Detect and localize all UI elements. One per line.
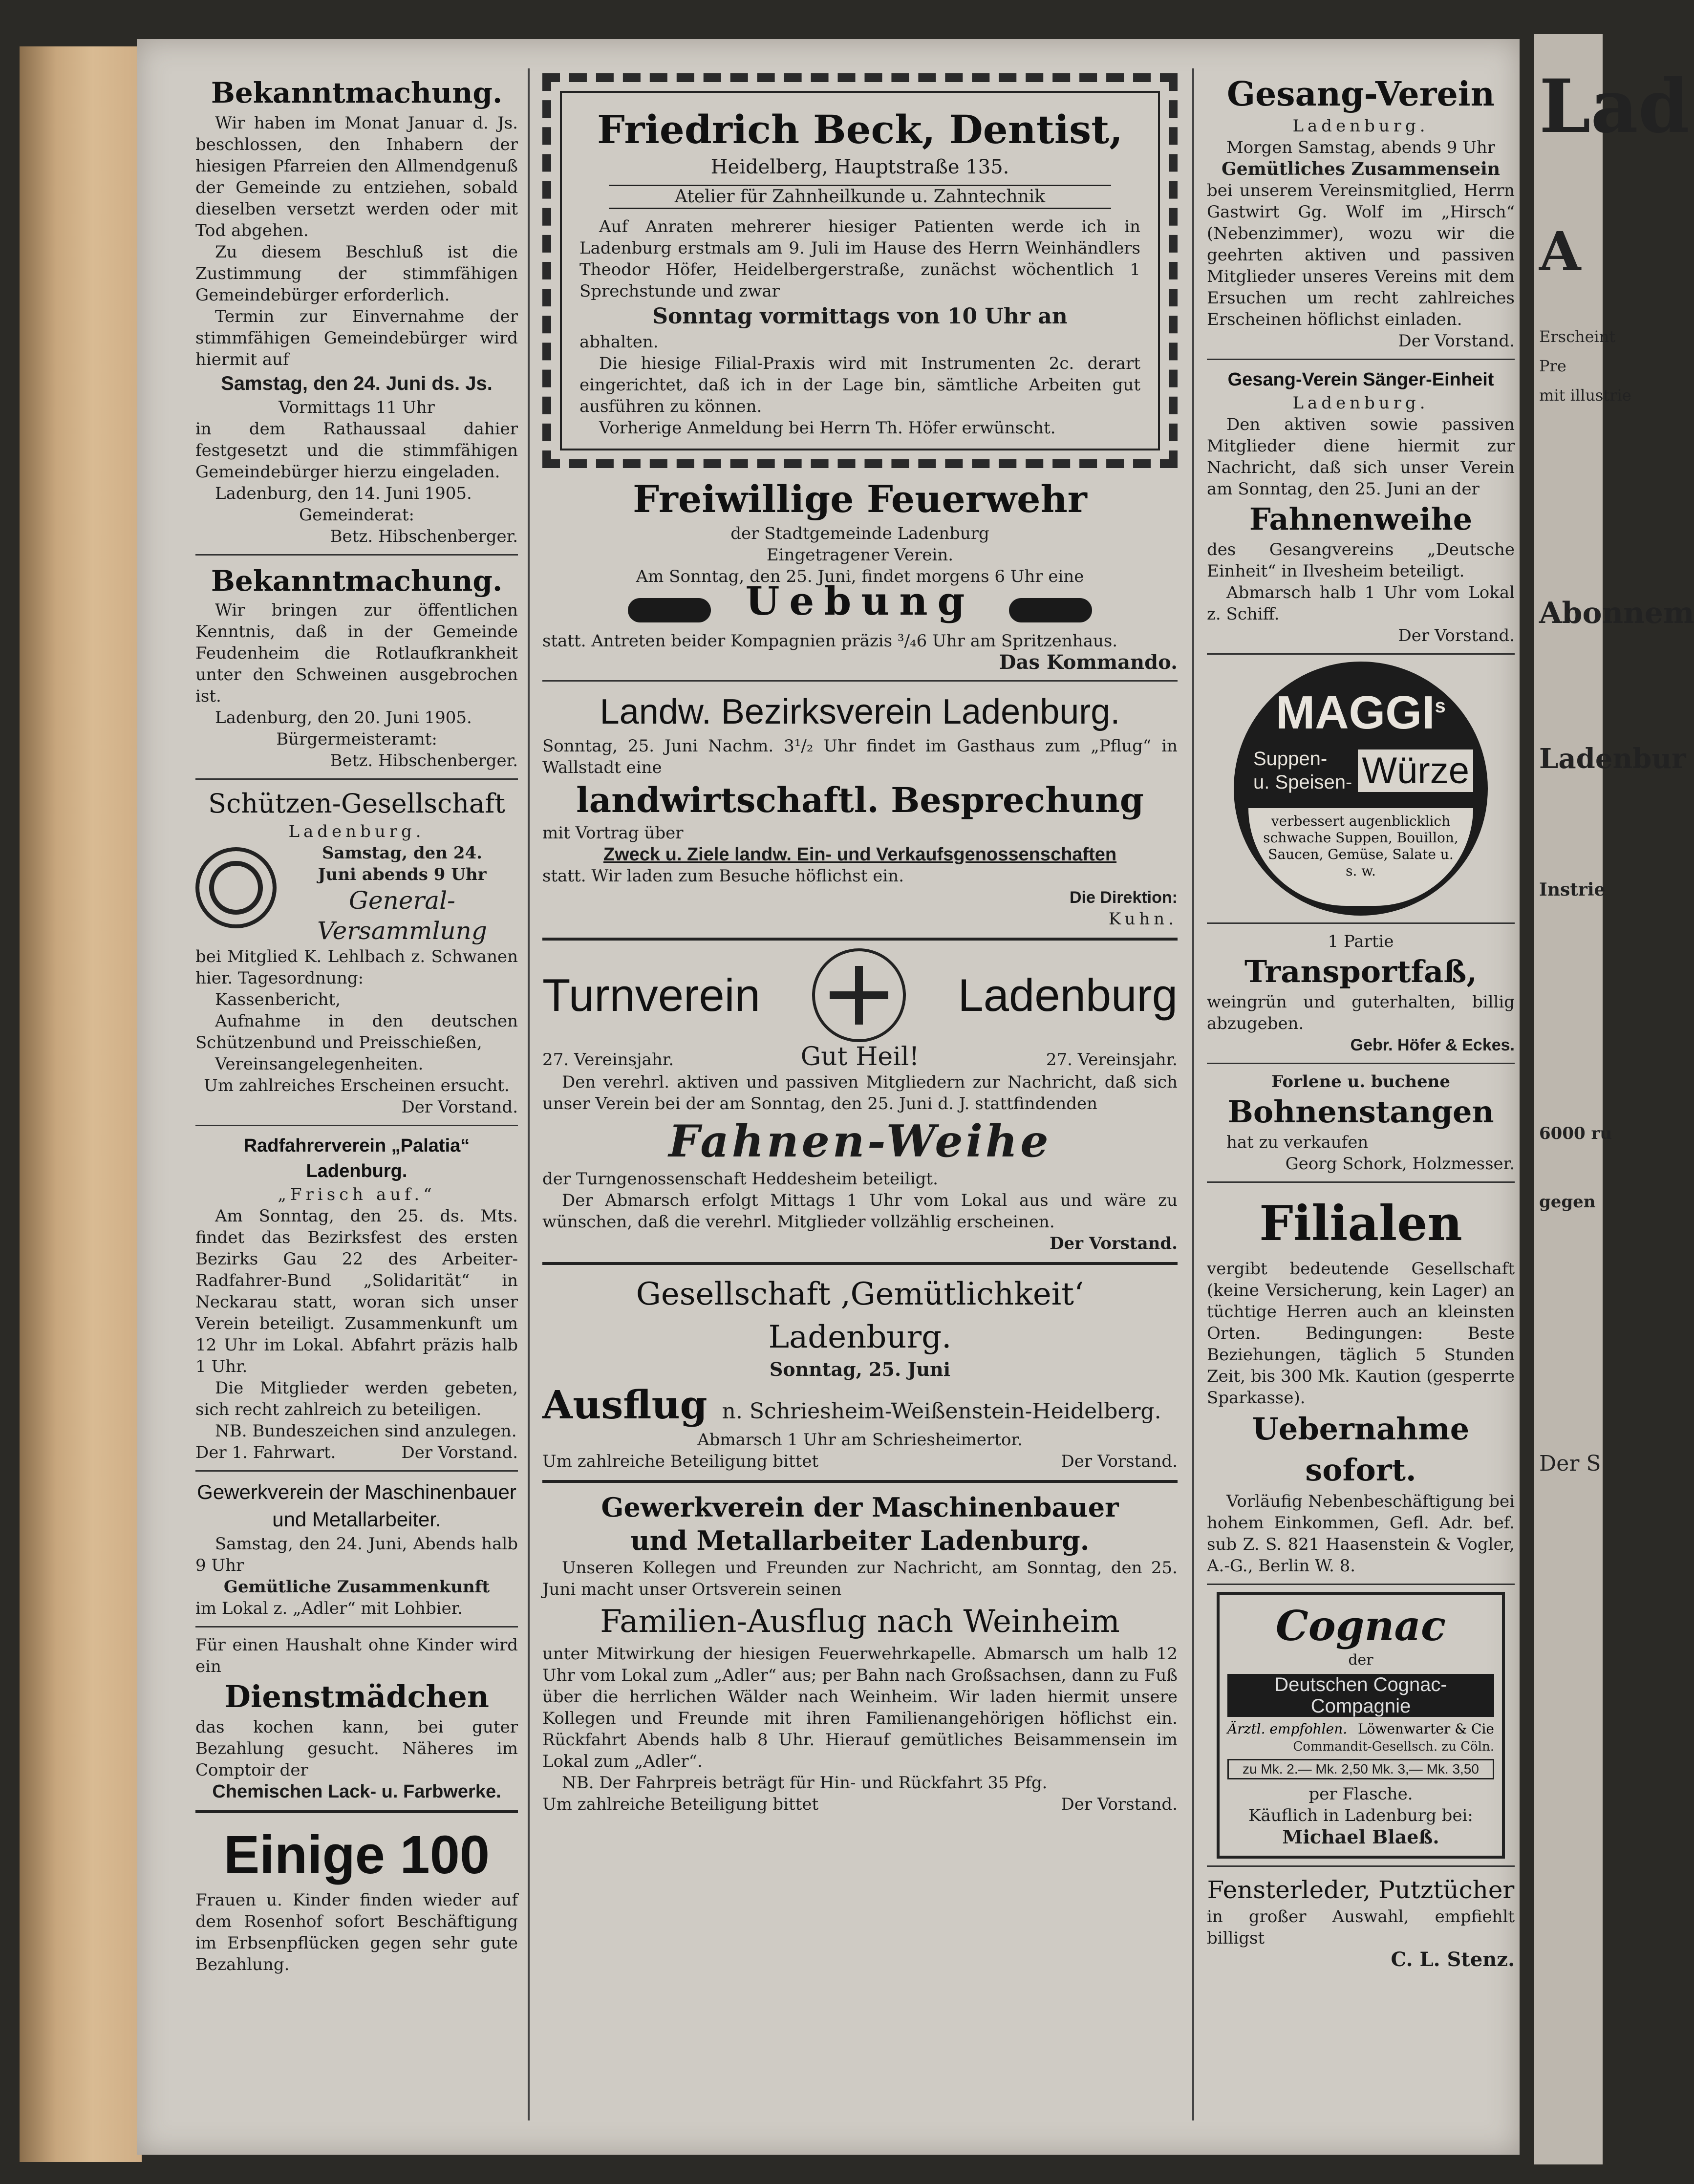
ad-title: Fensterleder, Putztücher	[1207, 1876, 1515, 1904]
divider	[195, 778, 518, 780]
ad-title-row	[542, 948, 1178, 1042]
ad-subtitle: Sonntag, 25. Juni	[769, 1358, 951, 1380]
ad-text: Abmarsch halb 1 Uhr vom Lokal z. Schiff.	[1207, 583, 1515, 624]
ad-feuerwehr	[542, 476, 1178, 673]
ad-text: in dem Rathaussaal dahier festgesetzt und die stimmfähigen Gemeindebürger hierzu eingeladen.	[195, 419, 518, 482]
maggi-sub: Suppen- u. Speisen-	[1253, 748, 1352, 793]
ad-text: Die Mitglieder werden gebeten, sich recht zahlreich zu beteiligen.	[195, 1378, 518, 1419]
maggi-logo	[1234, 662, 1488, 916]
ad-text: Die hiesige Filial-Praxis wird mit Instrumenten 2c. derart eingerichtet, daß ich in der Lage bin, sämtliche Arbeiten gut ausführen zu können.	[579, 354, 1140, 416]
divider	[1207, 653, 1515, 655]
facing-page-text: Erscheint	[1539, 327, 1616, 346]
cognac-firm: Löwenwarter & Cie	[1358, 1721, 1494, 1737]
ad-gesang-verein	[1207, 73, 1515, 352]
ad-text: hat zu verkaufen	[1226, 1133, 1369, 1152]
ad-place-date: Ladenburg, den 20. Juni 1905.	[215, 708, 472, 728]
ad-dentist	[560, 91, 1160, 450]
ad-gewerkverein-familienausflug	[542, 1491, 1178, 1815]
ad-landw-bezirksverein	[542, 688, 1178, 930]
ad-title: Gewerkverein der Maschinenbauer	[197, 1480, 516, 1503]
ad-subtitle: der Stadtgemeinde Ladenburg	[730, 524, 989, 543]
ad-title: Gesellschaft ‚Gemütlichkeit‘ Ladenburg.	[636, 1276, 1084, 1355]
ad-text: Käuflich in Ladenburg bei:	[1248, 1806, 1473, 1825]
divider	[195, 1626, 518, 1627]
cognac-firm-row	[1227, 1720, 1494, 1738]
ad-turnverein	[542, 948, 1178, 1254]
ad-text: Gemütliche Zusammenkunft	[223, 1577, 490, 1597]
facing-page-text: Instrie	[1539, 879, 1606, 900]
facing-page-fragment	[1534, 34, 1694, 2164]
ad-text: Der Abmarsch erfolgt Mittags 1 Uhr vom Lokal aus und wäre zu wünschen, daß die verehrl. Mitglieder vollzählig erscheinen.	[542, 1191, 1178, 1232]
ad-text: Unseren Kollegen und Freunden zur Nachricht, am Sonntag, den 25. Juni macht unser Ortsverein seinen	[542, 1558, 1178, 1599]
ad-title: Gesang-Verein Sänger-Einheit	[1227, 369, 1494, 390]
ad-signature: Der Vorstand.	[1398, 626, 1515, 645]
column-right	[1207, 73, 1515, 1970]
ad-signature: Gemeinderat:	[299, 505, 414, 525]
ad-title: Gewerkverein der Maschinenbauer	[601, 1492, 1119, 1523]
ad-text: Wir haben im Monat Januar d. Js. beschlossen, den Inhabern der hiesigen Pfarreien den Allmendgenuß der Gemeinde zu entziehen, sobald dieselben versetzt werden oder mit Tod abgehen.	[195, 113, 518, 240]
ad-headline: Familien-Ausflug nach Weinheim	[600, 1604, 1120, 1640]
ad-title: Freiwillige Feuerwehr	[633, 477, 1087, 521]
ad-town: Ladenburg.	[1292, 116, 1429, 136]
ad-year-row	[542, 1042, 1178, 1071]
ad-text: Für einen Haushalt ohne Kinder wird ein	[195, 1635, 518, 1676]
ad-topic: Zweck u. Ziele landw. Ein- und Verkaufsgenossenschaften	[603, 844, 1117, 865]
ad-signature: Das Kommando.	[999, 651, 1178, 674]
ad-bohnenstangen	[1207, 1071, 1515, 1175]
ad-text: Wir bringen zur öffentlichen Kenntnis, daß in der Gemeinde Feudenheim die Rotlaufkrankheit unter den Schweinen ausgebrochen ist.	[195, 600, 518, 706]
cognac-arzt: Ärztl. empfohlen.	[1227, 1721, 1348, 1737]
ad-title: Dienstmädchen	[224, 1679, 489, 1714]
ad-text: Abmarsch 1 Uhr am Schriesheimertor.	[697, 1430, 1023, 1450]
pointing-hand-right-icon	[628, 593, 721, 627]
cognac-band: Deutschen Cognac-Compagnie	[1227, 1674, 1494, 1717]
divider	[1207, 922, 1515, 924]
target-emblem-icon	[195, 847, 277, 928]
facing-page-text: gegen	[1539, 1192, 1596, 1212]
ad-radfahrerverein	[195, 1133, 518, 1463]
ad-text: 1 Partie	[1328, 932, 1394, 951]
ad-text: weingrün und guterhalten, billig abzugeben.	[1207, 992, 1515, 1033]
ad-bekanntmachung-allmend	[195, 73, 518, 547]
ad-saenger-einheit	[1207, 367, 1515, 646]
ad-gewerkverein-small	[195, 1478, 518, 1619]
ad-text: statt. Wir laden zum Besuche höflichst ein.	[542, 866, 904, 886]
ad-signature: Der 1. Fahrwart.	[195, 1443, 336, 1462]
divider	[1207, 1181, 1515, 1183]
divider	[542, 1480, 1178, 1483]
cognac-der: der	[1348, 1651, 1373, 1669]
ad-text: Auf Anraten mehrerer hiesiger Patienten werde ich in Ladenburg erstmals am 9. Juli im Hause des Herrn Weinhändlers Theodor Höfer, Heidelbergerstraße, zunächst wöchentlich 1 Sprechstunde und zwar	[579, 217, 1140, 301]
ad-text: NB. Bundeszeichen sind anzulegen.	[215, 1421, 517, 1441]
cognac-firm2: Commandit-Gesellsch. zu Cöln.	[1293, 1739, 1494, 1754]
ad-text: vergibt bedeutende Gesellschaft (keine Versicherung, kein Lager) an tüchtige Herren auch an kleinsten Orten. Bedingungen: Beste Beziehungen, täglich 5 Stunden Zeit, bis 300 Mk. Kaution (gesperrte Sparkasse).	[1207, 1259, 1515, 1408]
ad-signature: Michael Blaeß.	[1282, 1826, 1439, 1848]
divider	[195, 1810, 518, 1813]
column-left	[195, 73, 518, 1975]
ad-text: Forlene u. buchene	[1271, 1072, 1450, 1092]
facing-page-text: Der S	[1539, 1451, 1601, 1476]
ad-signature: Bürgermeisteramt:	[276, 729, 437, 749]
ad-signature: Betz. Hibschenberger.	[330, 751, 518, 771]
ad-date: Samstag, den 24. Juni ds. Js.	[221, 373, 493, 394]
ad-text: Den verehrl. aktiven und passiven Mitgliedern zur Nachricht, daß sich unser Verein bei der am Sonntag, den 25. Juni d. J. stattfindenden	[542, 1072, 1178, 1113]
ad-bekanntmachung-rotlauf	[195, 562, 518, 771]
ad-text: Um zahlreiches Erscheinen ersucht.	[204, 1076, 510, 1095]
ad-headline-row	[542, 578, 1178, 627]
ad-signature: Kuhn.	[1108, 909, 1178, 929]
ad-maggi	[1207, 662, 1515, 916]
ad-motto: Gut Heil!	[800, 1042, 920, 1071]
divider	[542, 938, 1178, 941]
ad-address: Heidelberg, Hauptstraße 135.	[710, 156, 1009, 178]
divider	[195, 1125, 518, 1126]
maggi-wuerze: Würze	[1358, 749, 1473, 792]
ad-hours: Sonntag vormittags von 10 Uhr an	[652, 304, 1068, 329]
ad-text: mit Vortrag über	[542, 823, 684, 843]
ad-title: Bekanntmachung.	[211, 76, 503, 109]
ad-text: Samstag, den 24. Juni, Abends halb 9 Uhr	[195, 1534, 518, 1575]
ad-filialen	[1207, 1190, 1515, 1577]
ad-title: Schützen-Gesellschaft	[208, 788, 505, 819]
ad-text: Sonntag, 25. Juni Nachm. 3¹/₂ Uhr findet im Gasthaus zum „Pflug“ in Wallstadt eine	[542, 736, 1178, 777]
ad-cognac	[1217, 1592, 1505, 1859]
pointing-hand-left-icon	[999, 593, 1092, 627]
ad-signature: C. L. Stenz.	[1391, 1948, 1515, 1971]
ad-signatures	[542, 1794, 1178, 1815]
ad-headline: Uebung	[745, 578, 975, 624]
divider	[542, 680, 1178, 682]
ad-signature: Der Vorstand.	[401, 1443, 518, 1462]
ad-erbsenpfluecken	[195, 1821, 518, 1975]
ad-headline-row	[542, 1380, 1178, 1429]
ad-town: Ladenburg.	[288, 822, 425, 841]
ad-text: Gemütliches Zusammensein	[1221, 159, 1501, 179]
maggi-brand: MAGGI$^s$	[1276, 686, 1446, 739]
ad-signatures	[542, 1451, 1178, 1472]
ad-title: Friedrich Beck, Dentist,	[597, 107, 1123, 152]
ad-text: Vorläufig Nebenbeschäftigung bei hohem Einkommen, Gefl. Adr. bef. sub Z. S. 821 Haasenstein & Vogler, A.-G., Berlin W. 8.	[1207, 1492, 1515, 1576]
ad-schuetzen	[195, 787, 518, 1118]
ad-text: 27. Vereinsjahr.	[542, 1050, 674, 1070]
ad-text: unter Mitwirkung der hiesigen Feuerwehrkapelle. Abmarsch um halb 12 Uhr vom Lokal zum „Adler“ aus; per Bahn nach Großsachsen, dann zu Fuß über die herrlichen Wälder nach Weinheim. Wir laden hiermit unsere Kollegen und Freunde mit ihren Familienangehörigen höflichst ein. Rückfahrt Abends halb 8 Uhr. Hierauf gemütliches Beisammensein im Lokal zum „Adler“.	[542, 1644, 1178, 1771]
facing-page-text: 6000 ru	[1539, 1124, 1612, 1143]
facing-page-text: mit illustrie	[1539, 386, 1631, 405]
ad-headline: Ausflug	[542, 1382, 708, 1428]
ad-text: Vormittags 11 Uhr	[279, 398, 435, 417]
ad-text: Termin zur Einvernahme der stimmfähigen Gemeindebürger wird hiermit auf	[195, 307, 518, 369]
ad-destination: n. Schriesheim-Weißenstein-Heidelberg.	[722, 1399, 1161, 1424]
ad-signatures	[195, 1442, 518, 1463]
ad-signature: Gebr. Höfer & Eckes.	[1350, 1036, 1515, 1054]
ad-text: Juni abends 9 Uhr	[318, 865, 487, 884]
ad-text: per Flasche.	[1308, 1784, 1413, 1804]
ad-headline: Fahnen-Weihe	[668, 1115, 1051, 1167]
facing-page-text: Ladenbur	[1539, 743, 1686, 775]
ad-text: Frauen u. Kinder finden wieder auf dem Rosenhof sofort Beschäftigung im Erbsenpflücken gegen sehr gute Bezahlung.	[195, 1890, 518, 1974]
ad-text: Vorherige Anmeldung bei Herrn Th. Höfer erwünscht.	[599, 418, 1056, 438]
ad-text: Um zahlreiche Beteiligung bittet	[542, 1795, 819, 1814]
divider	[195, 554, 518, 556]
ad-motto: „Frisch auf.“	[278, 1185, 436, 1204]
ad-title: Turnverein	[542, 969, 760, 1021]
ad-title: Gesang-Verein	[1226, 75, 1495, 114]
agenda-item: Kassenbericht,	[215, 990, 341, 1009]
ad-text: bei Mitglied K. Lehlbach z. Schwanen hier. Tagesordnung:	[195, 947, 518, 988]
cognac-brand: Cognac	[1275, 1602, 1446, 1650]
ad-text: Um zahlreiche Beteiligung bittet	[542, 1452, 819, 1471]
facing-page-text: A	[1539, 220, 1581, 283]
ad-text: im Lokal z. „Adler“ mit Lohbier.	[195, 1599, 463, 1618]
ad-signature: Der Vorstand.	[1050, 1234, 1178, 1253]
ad-text: 27. Vereinsjahr.	[1046, 1050, 1178, 1070]
ad-title: Bohnenstangen	[1227, 1094, 1494, 1130]
divider	[1207, 1584, 1515, 1585]
book-edge	[20, 46, 142, 2162]
ad-signature: Georg Schork, Holzmesser.	[1285, 1154, 1515, 1174]
ad-title: Filialen	[1259, 1196, 1462, 1252]
divider	[195, 1470, 518, 1472]
ad-signature: Der Vorstand.	[1061, 1452, 1178, 1471]
ad-headline: Versammlung	[317, 917, 487, 945]
facing-page-text: Pre	[1539, 357, 1566, 375]
agenda-item: Vereinsangelegenheiten.	[215, 1054, 424, 1074]
ad-headline: General-	[349, 886, 455, 915]
ad-headline: Fahnenweihe	[1249, 501, 1473, 537]
ad-text: das kochen kann, bei guter Bezahlung gesucht. Näheres im Comptoir der	[195, 1717, 518, 1780]
ad-dienstmaedchen	[195, 1634, 518, 1802]
ad-transportfass	[1207, 931, 1515, 1056]
agenda-item: Aufnahme in den deutschen Schützenbund und Preisschießen,	[195, 1011, 518, 1052]
maggi-inner	[1248, 808, 1473, 906]
cognac-prices: zu Mk. 2.— Mk. 2,50 Mk. 3,— Mk. 3,50	[1227, 1759, 1494, 1779]
column-middle	[542, 73, 1178, 1815]
ad-text: NB. Der Fahrpreis beträgt für Hin- und Rückfahrt 35 Pfg.	[562, 1773, 1048, 1793]
ad-text: der Turngenossenschaft Heddesheim beteiligt.	[542, 1169, 938, 1189]
facing-page-text: Lad	[1539, 64, 1690, 150]
ad-title: Transportfaß,	[1244, 954, 1477, 989]
ad-gemuetlichkeit	[542, 1273, 1178, 1472]
ad-headline: Uebernahme sofort.	[1252, 1411, 1470, 1488]
ad-signature: Betz. Hibschenberger.	[330, 527, 518, 546]
ad-dentist-frame	[542, 73, 1178, 468]
ad-title: Radfahrerverein „Palatia“ Ladenburg.	[243, 1135, 470, 1181]
ad-text: des Gesangvereins „Deutsche Einheit“ in Ilvesheim beteiligt.	[1207, 540, 1515, 581]
ad-place-date: Ladenburg, den 14. Juni 1905.	[215, 484, 472, 503]
ad-subtitle: Atelier für Zahnheilkunde u. Zahntechnik	[609, 185, 1111, 209]
divider	[542, 1262, 1178, 1265]
ad-headline: landwirtschaftl. Besprechung	[576, 780, 1144, 820]
column-rule	[528, 68, 530, 2120]
facing-page-text: Abonnem	[1539, 596, 1694, 630]
maggi-desc: verbessert augenblicklich schwache Suppen, Bouillon, Saucen, Gemüse, Salate u. s. w.	[1263, 813, 1458, 879]
ad-text: Am Sonntag, den 25. Juni, findet morgens 6 Uhr eine	[636, 567, 1084, 586]
ad-text: abhalten.	[579, 332, 659, 352]
ad-town: Ladenburg.	[1292, 393, 1429, 413]
ad-title: Einige 100	[223, 1825, 490, 1885]
ad-title: und Metallarbeiter Ladenburg.	[630, 1525, 1090, 1556]
ad-text: Zu diesem Beschluß ist die Zustimmung der stimmfähigen Gemeindebürger erforderlich.	[195, 242, 518, 305]
column-rule	[1192, 68, 1194, 2120]
ad-signature: Der Vorstand.	[1061, 1795, 1178, 1814]
ad-text: Den aktiven sowie passiven Mitglieder diene hiermit zur Nachricht, daß sich unser Verein am Sonntag, den 25. Juni an der	[1207, 415, 1515, 499]
ad-signature: Der Vorstand.	[1398, 331, 1515, 351]
ad-text: Chemischen Lack- u. Farbwerke.	[212, 1781, 501, 1802]
turner-cross-emblem-icon	[812, 948, 906, 1042]
ad-signature: Der Vorstand.	[401, 1097, 518, 1117]
divider	[1207, 359, 1515, 360]
ad-text: Samstag, den 24.	[322, 843, 482, 863]
divider	[1207, 1063, 1515, 1064]
ad-title: Ladenburg	[958, 969, 1178, 1021]
ad-title: Bekanntmachung.	[211, 564, 503, 598]
ad-text: Morgen Samstag, abends 9 Uhr	[1226, 138, 1495, 157]
ad-signature: Die Direktion:	[1069, 888, 1178, 907]
ad-text: Am Sonntag, den 25. ds. Mts. findet das Bezirksfest des ersten Bezirks Gau 22 des Arbeiter-Radfahrer-Bund „Solidarität“ in Neckarau statt, woran sich unser Verein beteiligt. Zusammenkunft um 12 Uhr im Lokal. Abfahrt präzis halb 1 Uhr.	[195, 1206, 518, 1376]
ad-text: in großer Auswahl, empfiehlt billigst	[1207, 1907, 1515, 1948]
ad-text: statt. Antreten beider Kompagnien präzis ³/₄6 Uhr am Spritzenhaus.	[542, 631, 1118, 651]
divider	[1207, 1865, 1515, 1867]
ad-subtitle: Eingetragener Verein.	[766, 545, 954, 565]
ad-title: Landw. Bezirksverein Ladenburg.	[600, 692, 1120, 731]
ad-fensterleder	[1207, 1874, 1515, 1970]
ad-text: bei unserem Vereinsmitglied, Herrn Gastwirt Gg. Wolf im „Hirsch“ (Nebenzimmer), wozu wir die geehrten aktiven und passiven Mitglieder unseres Vereins mit dem Ersuchen um recht zahlreiches Erscheinen höflichst einladen.	[1207, 181, 1515, 329]
ad-title: und Metallarbeiter.	[272, 1508, 441, 1531]
